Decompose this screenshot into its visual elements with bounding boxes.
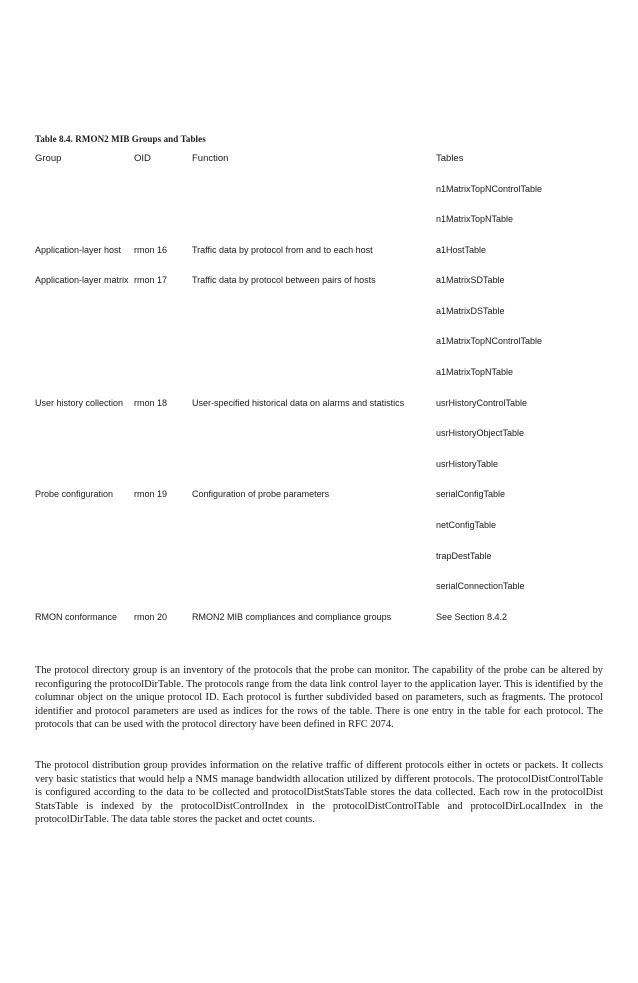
cell-oid: rmon 19 bbox=[134, 489, 168, 499]
cell-table: n1MatrixTopNControlTable bbox=[436, 184, 543, 194]
cell-group: Application-layer matrix bbox=[35, 275, 129, 285]
cell-function: Traffic data by protocol from and to each host bbox=[192, 245, 373, 255]
cell-table: a1MatrixSDTable bbox=[436, 275, 505, 285]
body-paragraph-protocol-distribution: The protocol distribution group provides information on the relative traffic of different protocols either in octets or packets. It collects very basic statistics that would help a NMS manage bandwidth allocation utilized by different protocols. The protocolDistControlTable is configured according to the data to be collected and protocolDistStatsTable stores the data collected. Each row in the protocolDist StatsTable is indexed by the protocolDistControlIndex in the protocolDistControlTable and protocolDirLocalIndex in the protocolDirTable. The data table stores the packet and octet counts. bbox=[35, 760, 603, 826]
cell-table: usrHistoryObjectTable bbox=[436, 428, 525, 438]
cell-function: RMON2 MIB compliances and compliance groups bbox=[192, 612, 392, 622]
cell-function: Configuration of probe parameters bbox=[192, 489, 330, 499]
cell-table: a1MatrixTopNControlTable bbox=[436, 336, 543, 346]
cell-oid: rmon 18 bbox=[134, 398, 168, 408]
cell-table: netConfigTable bbox=[436, 520, 497, 530]
table-row bbox=[0, 244, 638, 258]
cell-table: trapDestTable bbox=[436, 551, 492, 561]
table-header-row bbox=[0, 153, 638, 167]
cell-table: See Section 8.4.2 bbox=[436, 612, 508, 622]
body-paragraph-protocol-directory: The protocol directory group is an inventory of the protocols that the probe can monitor. The capability of the probe can be altered by reconfiguring the protocolDirTable. The protocols range from the data link control layer to the application layer. This is identified by the columnar object on the unique protocol ID. Each protocol is further subdivided based on parameters, such as fragments. The protocol identifier and protocol parameters are used as indices for the rows of the table. There is one entry in the table for each protocol. The protocols that can be used with the protocol directory have been defined in RFC 2074. bbox=[35, 665, 603, 731]
table-row bbox=[0, 611, 638, 625]
header-oid: OID bbox=[134, 153, 151, 164]
table-row bbox=[0, 366, 638, 380]
table-row bbox=[0, 488, 638, 502]
cell-table: a1MatrixDSTable bbox=[436, 306, 505, 316]
table-row bbox=[0, 274, 638, 288]
cell-oid: rmon 16 bbox=[134, 245, 168, 255]
table-row bbox=[0, 580, 638, 594]
table-row bbox=[0, 213, 638, 227]
cell-table: a1MatrixTopNTable bbox=[436, 367, 514, 377]
cell-table: serialConnectionTable bbox=[436, 581, 525, 591]
cell-function: User-specified historical data on alarms and statistics bbox=[192, 398, 405, 408]
table-caption: Table 8.4. RMON2 MIB Groups and Tables bbox=[35, 134, 206, 144]
cell-table: n1MatrixTopNTable bbox=[436, 214, 514, 224]
table-row bbox=[0, 550, 638, 564]
cell-oid: rmon 20 bbox=[134, 612, 168, 622]
cell-group: RMON conformance bbox=[35, 612, 118, 622]
table-row bbox=[0, 427, 638, 441]
table-row bbox=[0, 305, 638, 319]
table-row bbox=[0, 397, 638, 411]
table-row bbox=[0, 183, 638, 197]
cell-table: serialConfigTable bbox=[436, 489, 506, 499]
cell-function: Traffic data by protocol between pairs of hosts bbox=[192, 275, 376, 285]
header-tables: Tables bbox=[436, 153, 464, 164]
table-row bbox=[0, 335, 638, 349]
table-row bbox=[0, 519, 638, 533]
cell-table: usrHistoryControlTable bbox=[436, 398, 528, 408]
table-row bbox=[0, 458, 638, 472]
header-function: Function bbox=[192, 153, 229, 164]
cell-table: usrHistoryTable bbox=[436, 459, 499, 469]
cell-oid: rmon 17 bbox=[134, 275, 168, 285]
cell-group: Probe configuration bbox=[35, 489, 114, 499]
cell-table: a1HostTable bbox=[436, 245, 487, 255]
cell-group: User history collection bbox=[35, 398, 124, 408]
header-group: Group bbox=[35, 153, 62, 164]
cell-group: Application-layer host bbox=[35, 245, 122, 255]
